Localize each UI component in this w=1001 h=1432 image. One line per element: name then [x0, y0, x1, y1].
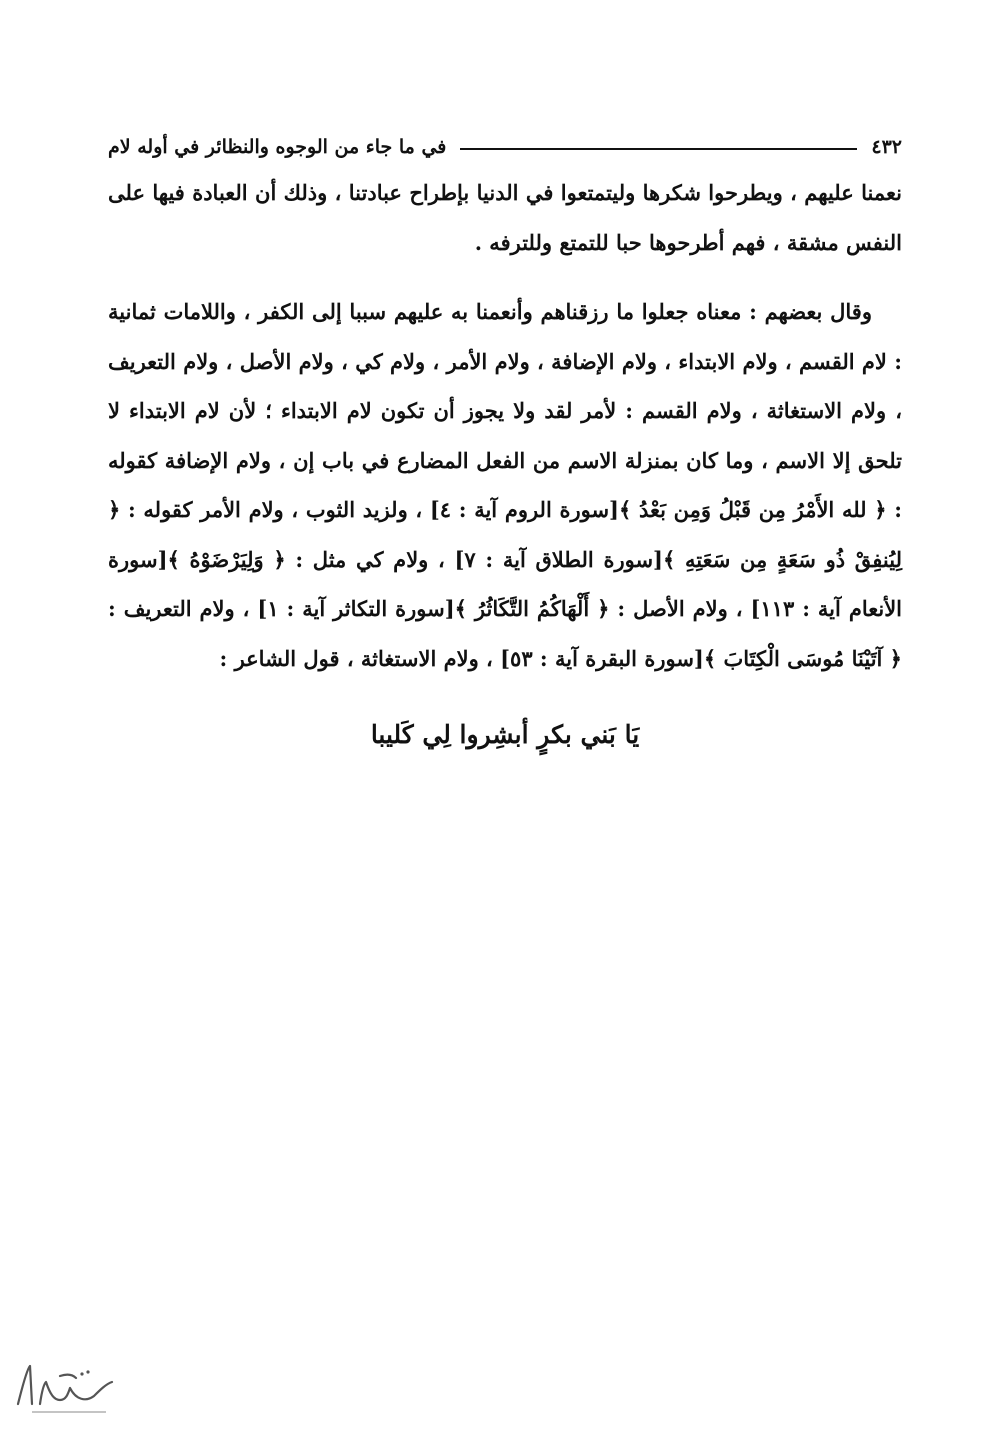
poetry-verse: يَا بَني بكرٍ أبشِروا لِي كَليبا [370, 720, 640, 749]
main-text [108, 168, 902, 683]
paragraph-1: نعمنا عليهم ، ويطرحوا شكرها وليتمتعوا في الدنيا بإطراح عبادتنا ، وذلك أن العبادة فيها على النفس مشقة ، فهم أطرحوها حبا للتمتع وللترفه . [108, 180, 902, 255]
paragraph-2: وقال بعضهم : معناه جعلوا ما رزقناهم وأنعمنا به عليهم سببا إلى الكفر ، واللامات ثمانية : لام القسم ، ولام الابتداء ، ولام الإضافة ، ولام الأمر ، ولام كي ، ولام الأصل ، ولام التعريف ، ولام الاستغاثة ، ولام القسم : لأمر لقد ولا يجوز أن تكون لام الابتداء ؛ لأن لام الابتداء لا تلحق إلا الاسم ، وما كان بمنزلة الاسم من الفعل المضارع في باب إن ، ولام الإضافة كقوله : ﴿ لله الأَمْرُ مِن قَبْلُ وَمِن بَعْدُ ﴾[سورة الروم آية : ٤] ، ولزيد الثوب ، ولام الأمر كقوله : ﴿ لِيُنفِقْ ذُو سَعَةٍ مِن سَعَتِهِ ﴾[سورة الطلاق آية : ٧] ، ولام كي مثل : ﴿ وَلِيَرْضَوْهُ ﴾[سورة الأنعام آية : ١١٣] ، ولام الأصل : ﴿ أَلْهَاكُمُ التَّكَاثُرُ ﴾[سورة التكاثر آية : ١] ، ولام التعريف : ﴿ آتَيْنَا مُوسَى الْكِتَابَ ﴾[سورة البقرة آية : ٥٣] ، ولام الاستغاثة ، قول الشاعر : [108, 299, 903, 671]
page-number: ٤٣٢ [871, 136, 902, 158]
header-rule [460, 148, 857, 150]
publisher-logo [10, 1360, 120, 1420]
calligraphy-logo-icon [10, 1360, 120, 1420]
running-title: في ما جاء من الوجوه والنظائر في أوله لام [108, 136, 447, 158]
running-header [108, 128, 902, 158]
